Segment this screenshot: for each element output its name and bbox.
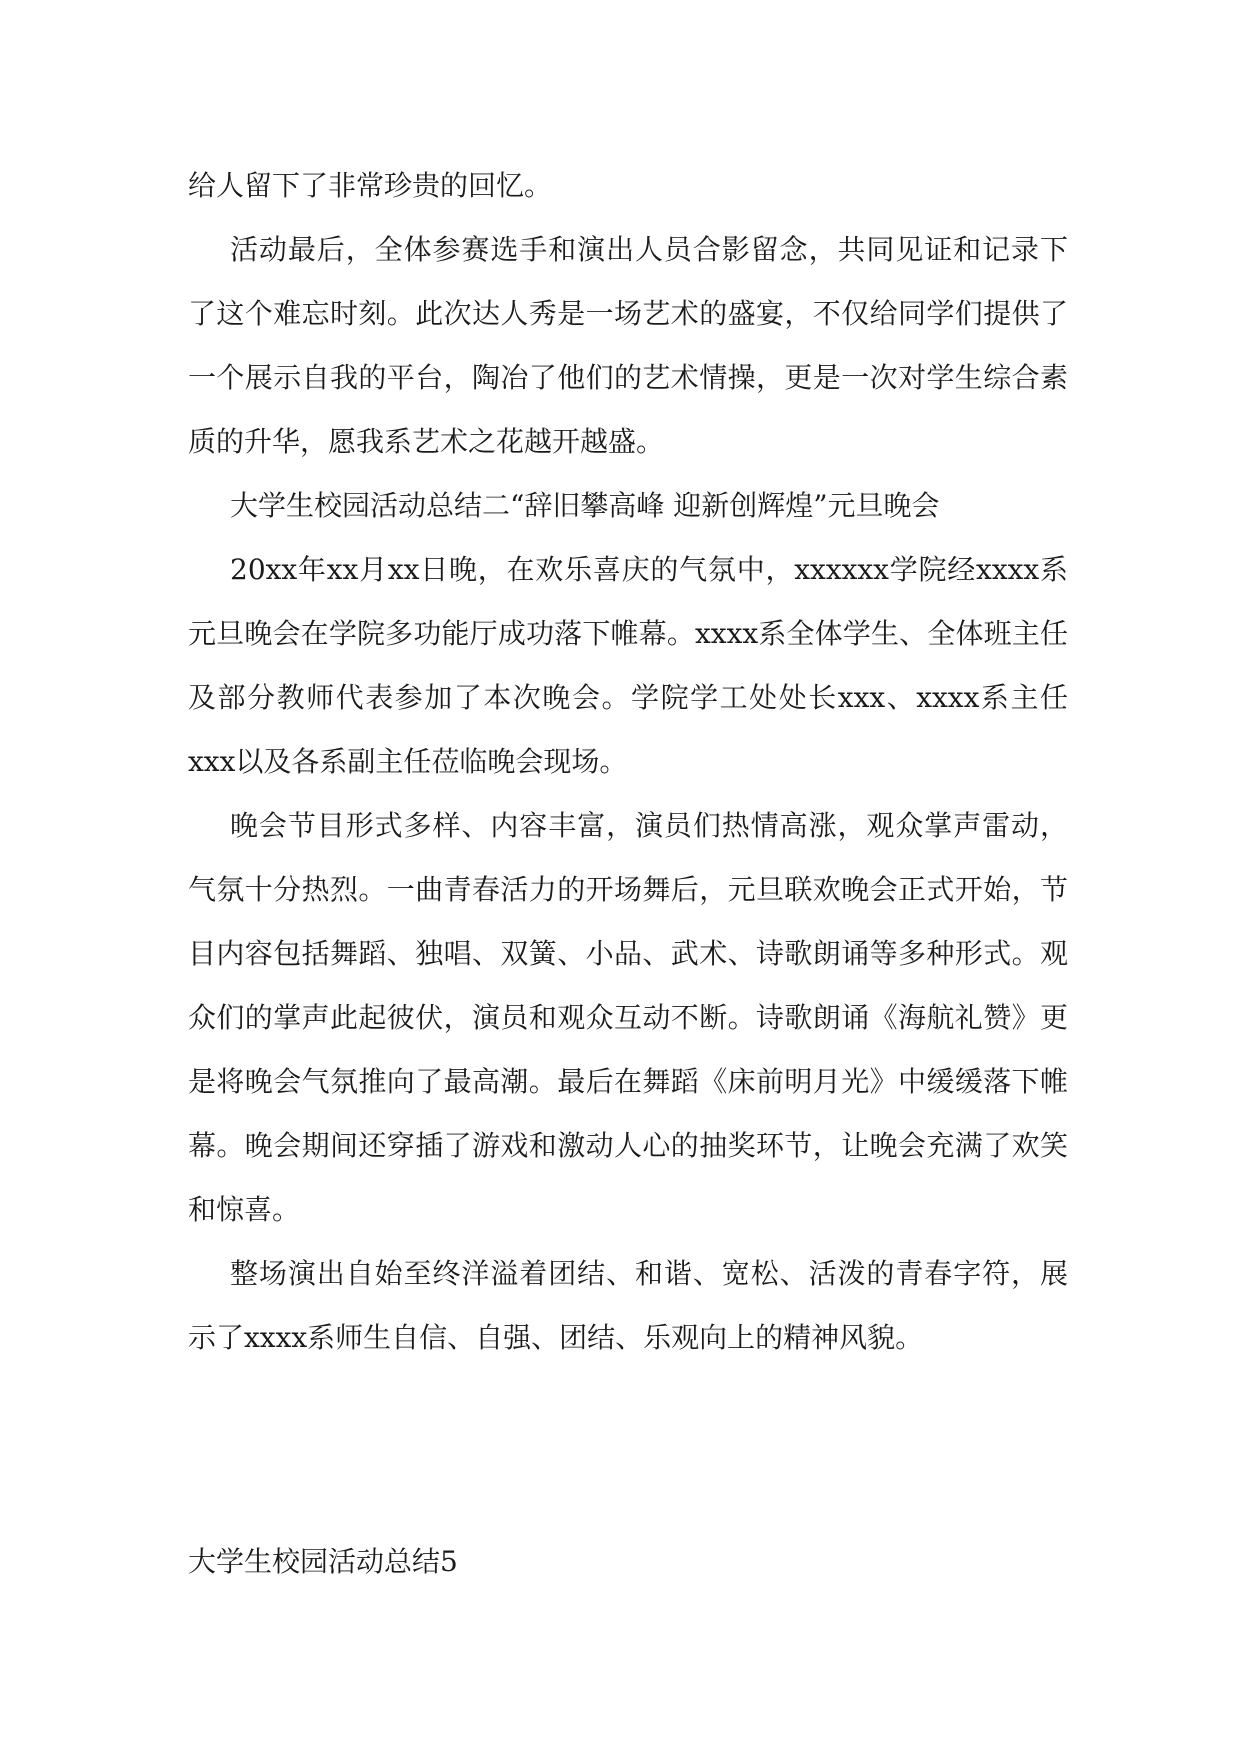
paragraph-gala-program: 晚会节目形式多样、内容丰富，演员们热情高涨，观众掌声雷动，气氛十分热烈。一曲青春活力的开场舞后，元旦联欢晚会正式开始，节目内容包括舞蹈、独唱、双簧、小品、武术、诗歌朗诵等多种形式。观众们的掌声此起彼伏，演员和观众互动不断。诗歌朗诵《海航礼赞》更是将晚会气氛推向了最高潮。最后在舞蹈《床前明月光》中缓缓落下帷幕。晚会期间还穿插了游戏和激动人心的抽奖环节，让晚会充满了欢笑和惊喜。 — [188, 809, 1068, 1226]
paragraph-summary-title: 大学生校园活动总结二“辞旧攀高峰 迎新创辉煌”元旦晚会 — [230, 489, 940, 522]
paragraph-continuation: 给人留下了非常珍贵的回忆。 — [188, 169, 553, 202]
paragraph-closing-activity: 活动最后，全体参赛选手和演出人员合影留念，共同见证和记录下了这个难忘时刻。此次达人秀是一场艺术的盛宴，不仅给同学们提供了一个展示自我的平台，陶冶了他们的艺术情操，更是一次对学生综合素质的升华，愿我系艺术之花越开越盛。 — [188, 233, 1068, 458]
section-heading: 大学生校园活动总结5 — [188, 1545, 458, 1578]
document-body — [188, 154, 1068, 1370]
paragraph-gala-conclusion: 整场演出自始至终洋溢着团结、和谐、宽松、活泼的青春字符，展示了xxxx系师生自信、自强、团结、乐观向上的精神风貌。 — [188, 1257, 1068, 1354]
paragraph-gala-intro: 20xx年xx月xx日晚，在欢乐喜庆的气氛中，xxxxxx学院经xxxx系元旦晚会在学院多功能厅成功落下帷幕。xxxx系全体学生、全体班主任及部分教师代表参加了本次晚会。学院学工处处长xxx、xxxx系主任xxx以及各系副主任莅临晚会现场。 — [188, 553, 1068, 778]
